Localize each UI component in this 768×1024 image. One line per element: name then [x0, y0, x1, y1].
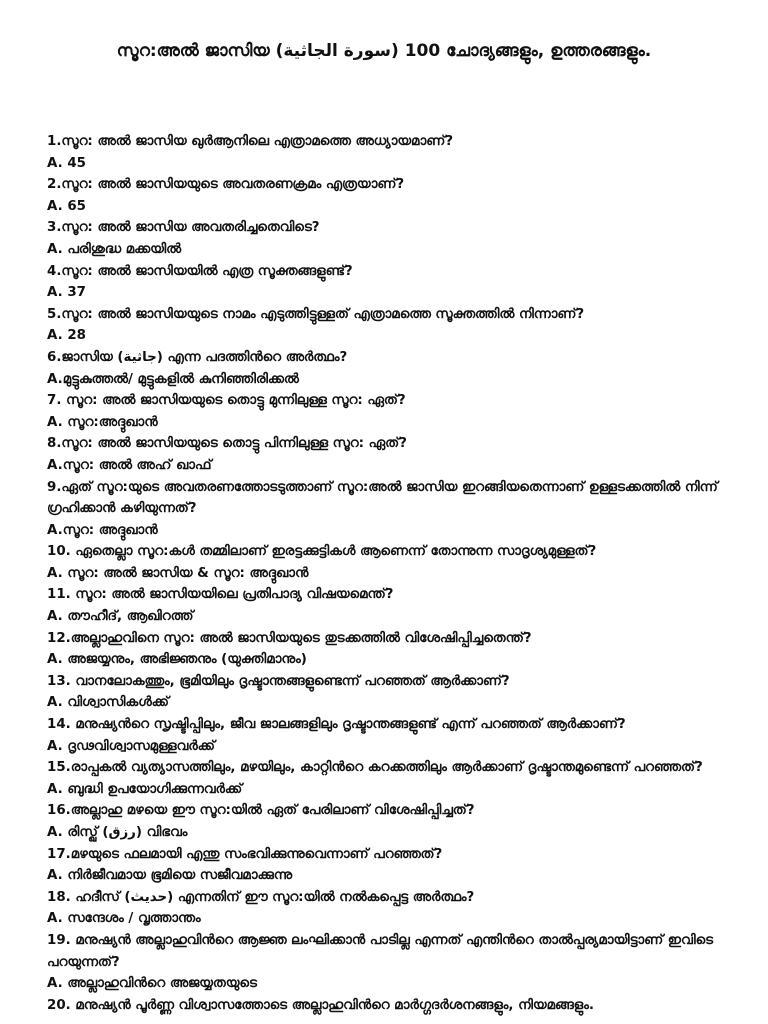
question-text: 20. മനുഷ്യൻ പൂർണ്ണ വിശ്വാസത്തോടെ അല്ലാഹുവിൻറെ മാർഗ്ഗദർശനങ്ങളും, നിയമങ്ങളും. [47, 997, 594, 1013]
answer-text: A. 45 [47, 155, 86, 171]
question-text: 7. സൂറ: അൽ ജാസിയയുടെ തൊട്ടു മുന്നിലുള്ള സൂറ: ഏത്? [47, 393, 406, 409]
question-text: 10. ഏതെല്ലാ സൂറ:കൾ തമ്മിലാണ് ഇരട്ടക്കുട്ടികൾ ആണെന്ന് തോന്നുന്ന സാദൃശ്യമുള്ളത്? [47, 544, 597, 560]
answer-text: A. രിസ്ഖ് (رزق) വിഭവം [47, 825, 188, 840]
answer-text: A. വിശ്വാസികൾക്ക് [47, 695, 169, 711]
question-text: 5.സൂറ: അൽ ജാസിയയുടെ നാമം എടുത്തിട്ടുള്ളത് എത്രാമത്തെ സൂക്തത്തിൽ നിന്നാണ്? [47, 306, 585, 322]
answer-text: A. അല്ലാഹുവിൻറെ അജയ്യതയുടെ [47, 976, 257, 992]
answer-text: A. സൂറ: അൽ ജാസിയ & സൂറ: അദ്ദുഖാൻ [47, 565, 309, 581]
question-text: 15.രാപ്പകൽ വ്യത്യാസത്തിലും, മഴയിലും, കാറ്റിൻറെ കറക്കത്തിലും ആർക്കാണ് ദൃഷ്ടാന്തമുണ്ടെന്ന് പറഞ്ഞത്? [47, 760, 703, 776]
answer-text: A. 37 [47, 285, 86, 301]
answer-text: A.സൂറ: അൽ അഹ് ഖാഫ് [47, 457, 212, 473]
question-text: 14. മനുഷ്യൻറെ സൃഷ്ടിപ്പിലും, ജീവ ജാലങ്ങളിലും ദൃഷ്ടാന്തങ്ങളുണ്ട് എന്ന് പറഞ്ഞത് ആർക്കാണ്? [47, 717, 626, 733]
answer-text: A. പരിശുദ്ധ മക്കയിൽ [47, 241, 182, 257]
question-text: 11. സൂറ: അൽ ജാസിയയിലെ പ്രതിപാദ്യ വിഷയമെന്ത്? [47, 587, 394, 603]
answer-text: A. ദൃഢവിശ്വാസമുള്ളവർക്ക് [47, 738, 215, 754]
question-text: 18. ഹദീസ് (حديث) എന്നതിന് ഈ സൂറ:യിൽ നൽകപ്പെട്ട അർത്ഥം? [47, 889, 475, 905]
page-title: സൂറ:അൽ ജാസിയ (سورة الجاثية) 100 ചോദ്യങ്ങളും, ഉത്തരങ്ങളും. [116, 41, 652, 61]
question-text: 3.സൂറ: അൽ ജാസിയ അവതരിച്ചതെവിടെ? [47, 220, 320, 236]
question-text: 8.സൂറ: അൽ ജാസിയയുടെ തൊട്ടു പിന്നിലുള്ള സൂറ: ഏത്? [47, 436, 407, 452]
qa-list [47, 131, 737, 1016]
answer-text: A. അജയ്യനും, അഭിജ്ഞനും (യുക്തിമാനും) [47, 652, 307, 668]
question-text: 4.സൂറ: അൽ ജാസിയയിൽ എത്ര സൂക്തങ്ങളുണ്ട്? [47, 263, 353, 279]
answer-text: A. തൗഹീദ്, ആഖിറത്ത് [47, 609, 194, 625]
question-text: 2.സൂറ: അൽ ജാസിയയുടെ അവതരണക്രമം എത്രയാണ്? [47, 177, 405, 193]
question-text: 1.സൂറ: അൽ ജാസിയ ഖുർആനിലെ എത്രാമത്തെ അധ്യായമാണ്? [47, 134, 453, 149]
question-text: 13. വാനലോകത്തും, ഭൂമിയിലും ദൃഷ്ടാന്തങ്ങളുണ്ടെന്ന് പറഞ്ഞത് ആർക്കാണ്? [47, 673, 510, 689]
answer-text: A. നിർജീവമായ ഭൂമിയെ സജീവമാക്കുന്നു [47, 868, 293, 884]
answer-text: A.സൂറ: അദ്ദുഖാൻ [47, 522, 158, 538]
answer-text: A. ബുദ്ധി ഉപയോഗിക്കുന്നവർക്ക് [47, 781, 243, 797]
answer-text: A.മുട്ടുകുത്തൽ/ മുട്ടുകളിൽ കുനിഞ്ഞിരിക്കൽ [47, 371, 299, 387]
question-text: 16.അല്ലാഹു മഴയെ ഈ സൂറ:യിൽ ഏത് പേരിലാണ് വിശേഷിപ്പിച്ചത്? [47, 803, 475, 819]
answer-text: A. 65 [47, 198, 86, 214]
answer-text: A. 28 [47, 328, 86, 344]
question-text: 12.അല്ലാഹുവിനെ സൂറ: അൽ ജാസിയയുടെ തുടക്കത്തിൽ വിശേഷിപ്പിച്ചതെന്ത്? [47, 630, 532, 646]
answer-text: A. സന്ദേശം / വൃത്താന്തം [47, 911, 201, 927]
question-text: 19. മനുഷ്യൻ അല്ലാഹുവിൻറെ ആജ്ഞ ലംഘിക്കാൻ പാടില്ല എന്നത് എന്തിൻറെ താൽപ്പര്യമായിട്ടാണ് ഇവിടെ പറയുന്നത്? [47, 932, 714, 970]
answer-text: A. സൂറ:അദ്ദുഖാൻ [47, 414, 158, 430]
question-text: 6.ജാസിയ (جاثية) എന്ന പദത്തിൻറെ അർത്ഥം? [47, 349, 348, 365]
question-text: 9.ഏത് സൂറ:യുടെ അവതരണത്തോടടുത്താണ് സൂറ:അൽ ജാസിയ ഇറങ്ങിയതെന്നാണ് ഉള്ളടക്കത്തിൽ നിന്ന് ഗ്രഹിക്കാൻ കഴിയുന്നത്? [47, 479, 718, 517]
question-text: 17.മഴയുടെ ഫലമായി എന്തു സംഭവിക്കുന്നുവെന്നാണ് പറഞ്ഞത്? [47, 846, 443, 862]
